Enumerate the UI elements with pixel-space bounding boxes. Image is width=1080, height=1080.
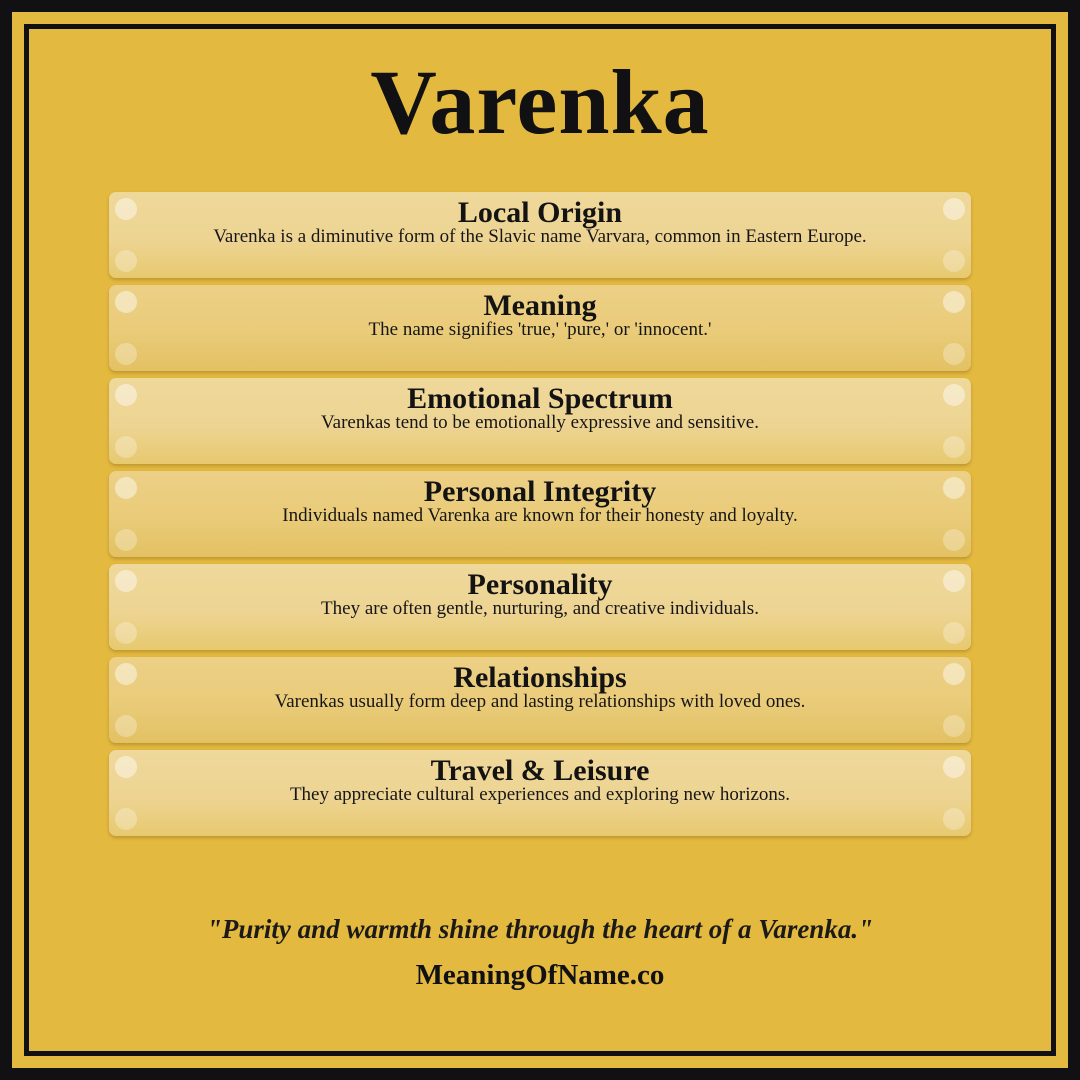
card-decoration	[115, 808, 965, 830]
card-decoration	[115, 250, 965, 272]
section-card-emotional-spectrum	[109, 378, 971, 464]
section-card-personal-integrity	[109, 471, 971, 557]
section-text: Individuals named Varenka are known for their honesty and loyalty.	[282, 504, 798, 526]
section-card-local-origin	[109, 192, 971, 278]
section-text: Varenkas usually form deep and lasting relationships with loved ones.	[274, 690, 806, 712]
card-decoration	[115, 529, 965, 551]
site-name: MeaningOfName.co	[415, 959, 665, 991]
section-card-travel-leisure	[109, 750, 971, 836]
section-card-personality	[109, 564, 971, 650]
section-card-relationships	[109, 657, 971, 743]
section-card-meaning	[109, 285, 971, 371]
section-heading: Emotional Spectrum	[407, 382, 673, 415]
section-heading: Meaning	[483, 289, 597, 322]
section-text: They appreciate cultural experiences and exploring new horizons.	[289, 783, 791, 805]
sections-list	[109, 192, 971, 842]
section-heading: Personal Integrity	[423, 475, 657, 508]
section-heading: Relationships	[453, 661, 627, 694]
section-text: Varenkas tend to be emotionally expressive and sensitive.	[321, 411, 759, 433]
page-title: Varenka	[370, 51, 710, 153]
section-heading: Local Origin	[457, 196, 623, 229]
section-text: They are often gentle, nurturing, and creative individuals.	[321, 597, 759, 619]
section-text: Varenka is a diminutive form of the Slavic name Varvara, common in Eastern Europe.	[213, 225, 867, 247]
poster-content	[29, 29, 1051, 1051]
section-text: The name signifies 'true,' 'pure,' or 'innocent.'	[368, 318, 712, 340]
section-heading: Travel & Leisure	[430, 754, 650, 787]
quote-text: "Purity and warmth shine through the heart of a Varenka."	[206, 914, 874, 944]
card-decoration	[115, 436, 965, 458]
card-decoration	[115, 622, 965, 644]
card-decoration	[115, 715, 965, 737]
section-heading: Personality	[467, 568, 613, 601]
card-decoration	[115, 343, 965, 365]
